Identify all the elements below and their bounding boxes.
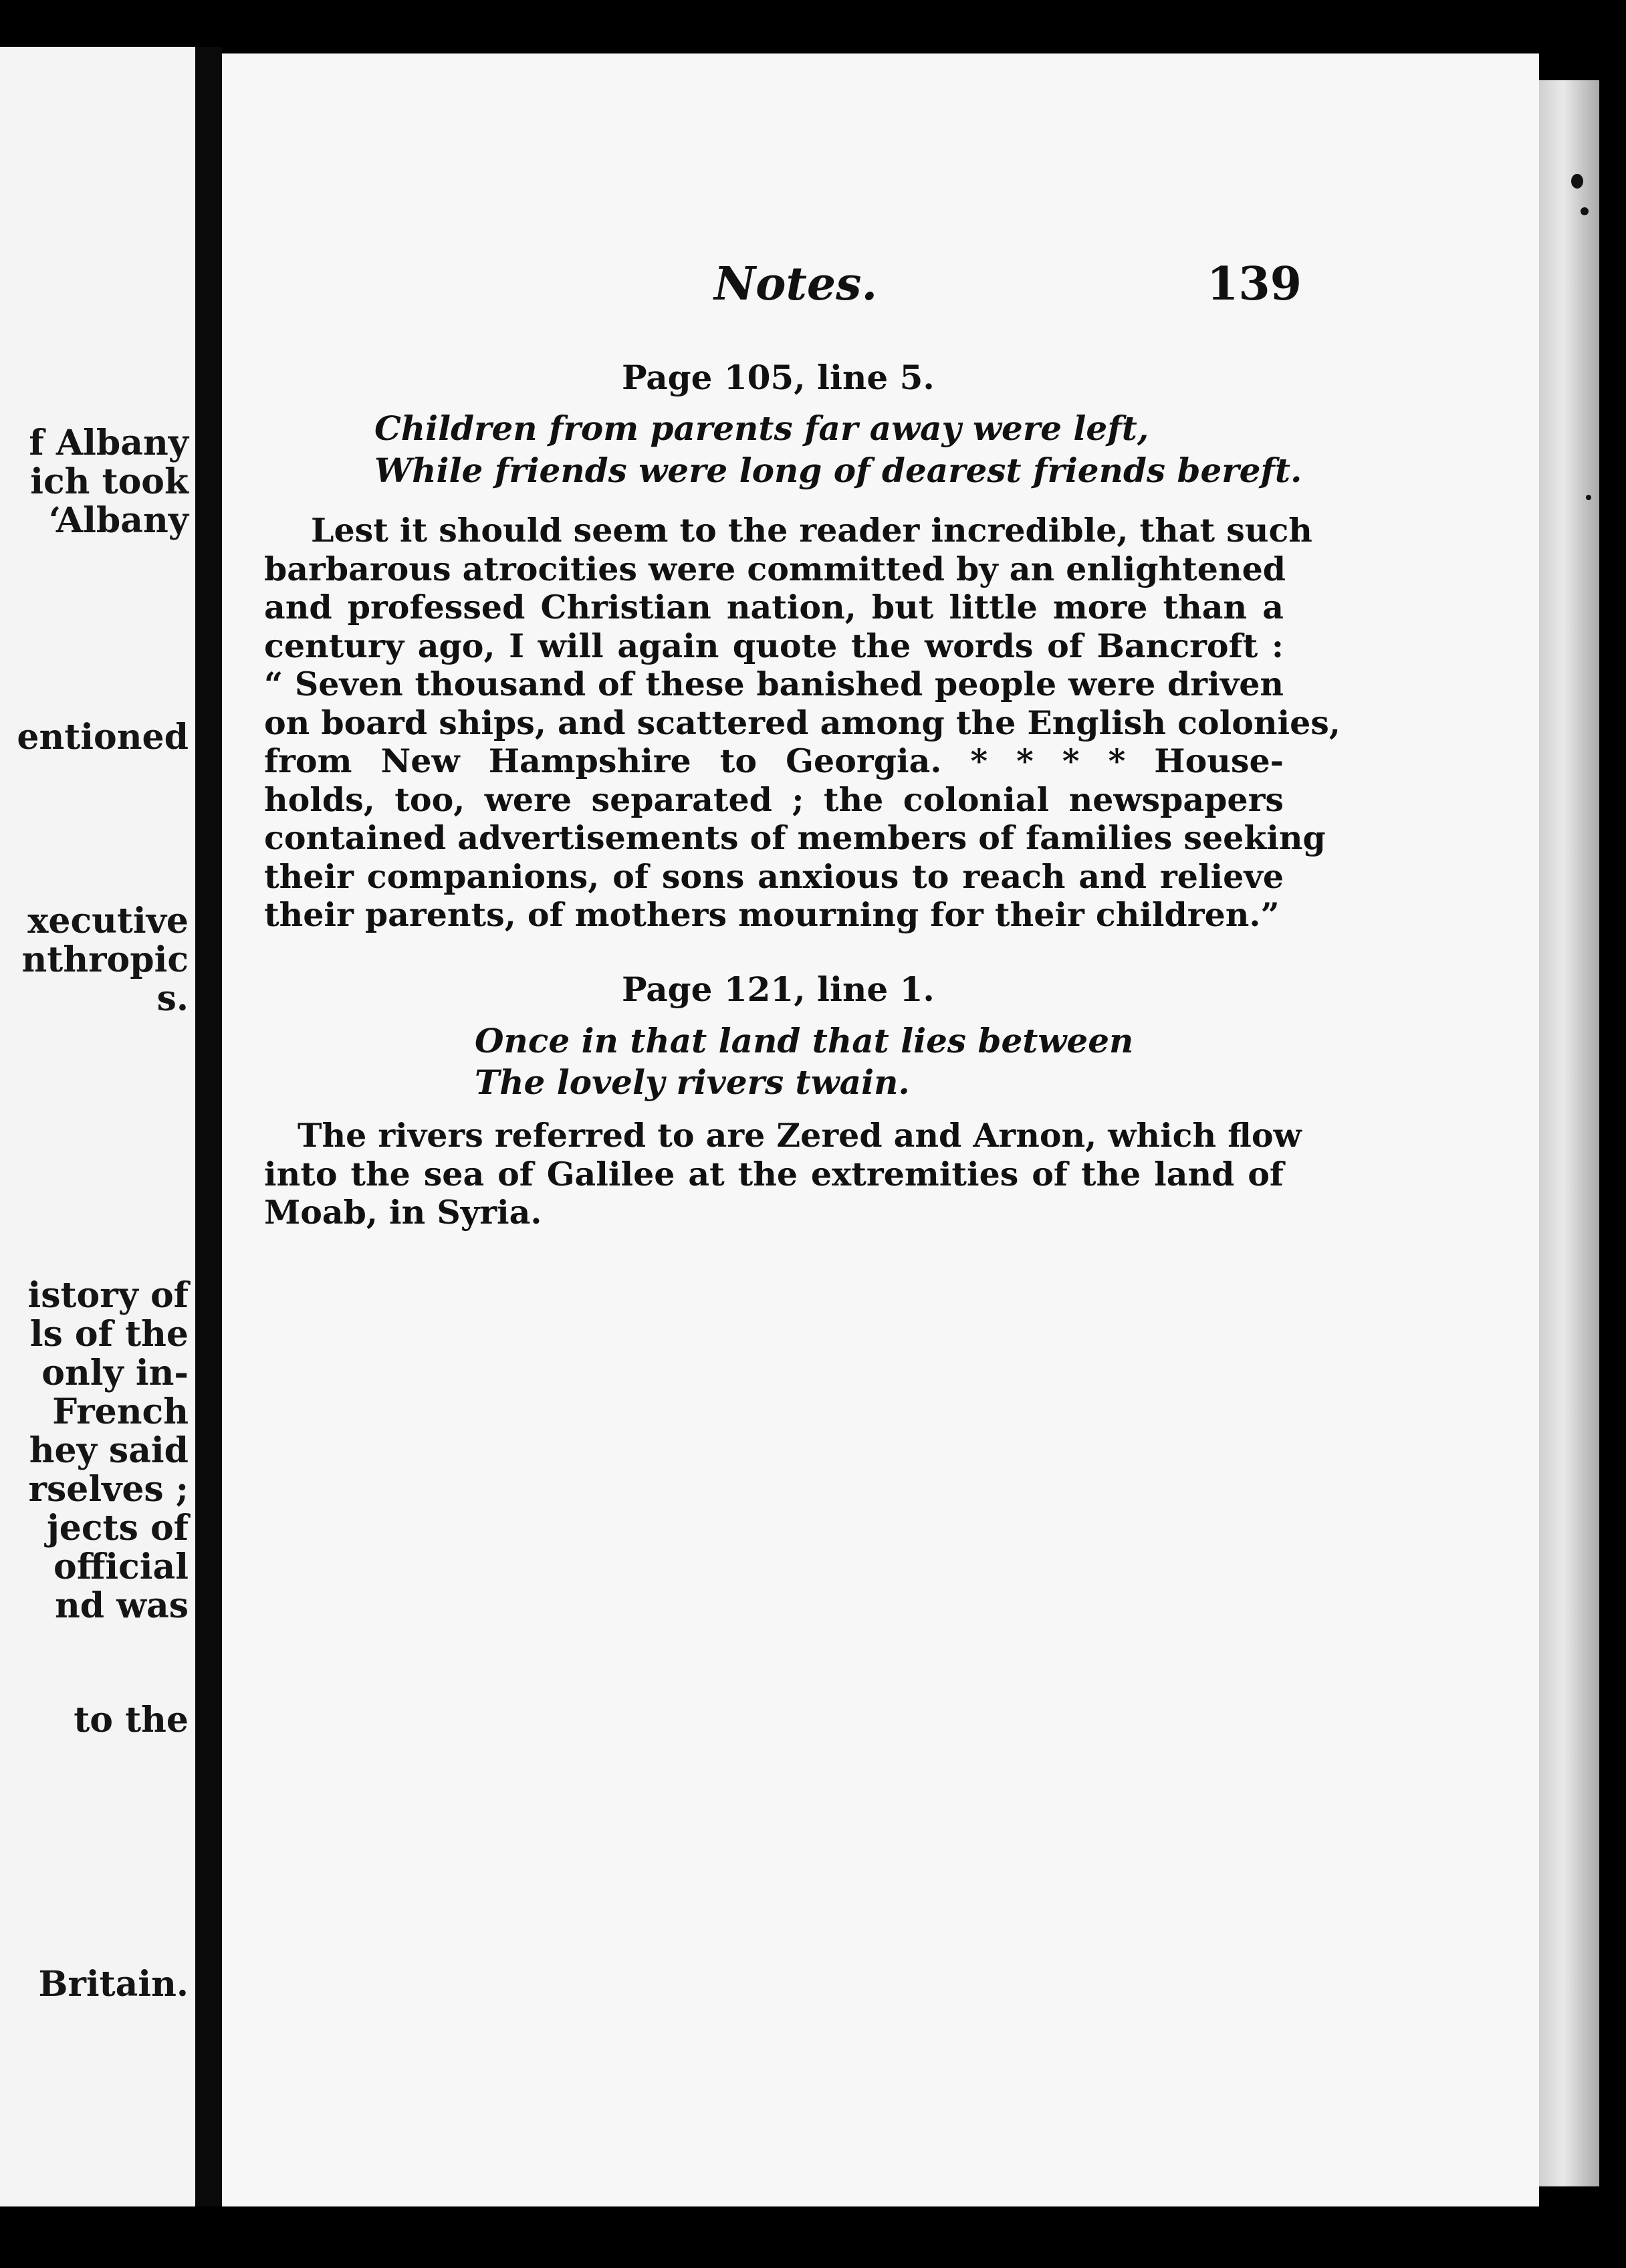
page-number: 139 — [1207, 257, 1302, 311]
facing-page-text: Britain. — [38, 1964, 189, 2005]
verse-line: Children from parents far away were left, — [374, 409, 1149, 448]
facing-page-text: French — [52, 1391, 189, 1432]
text-line: into the sea of Galilee at the extremities of the land of — [264, 1154, 1284, 1194]
verse-line: While friends were long of dearest friends bereft. — [374, 451, 1302, 490]
text-line: contained advertisements of members of families seeking — [264, 818, 1326, 857]
text-line: century ago, I will again quote the words of Bancroft : — [264, 626, 1284, 665]
text-line: The rivers referred to are Zered and Arnon, which flow — [298, 1116, 1302, 1155]
facing-page-text: entioned — [17, 717, 189, 758]
facing-page-text: xecutive — [27, 901, 189, 941]
verse-line: The lovely rivers twain. — [475, 1062, 910, 1102]
text-line: “ Seven thousand of these banished people were driven — [264, 665, 1284, 703]
facing-page-text: official — [53, 1547, 189, 1587]
page-edge — [1539, 80, 1599, 2186]
facing-page-text: istory of — [27, 1275, 189, 1316]
facing-page-text: ʻAlbany — [48, 500, 189, 541]
facing-page-text: nthropic — [21, 939, 189, 980]
note-paragraph — [264, 511, 1341, 935]
facing-page-text: ich took — [30, 461, 189, 502]
facing-page-text: rselves ; — [28, 1469, 189, 1510]
text-line: and professed Christian nation, but little more than a — [264, 588, 1284, 627]
facing-page-text: f Albany — [29, 423, 189, 463]
facing-page-text: ls of the — [29, 1314, 189, 1355]
text-line: from New Hampshire to Georgia. * * * * House- — [264, 742, 1284, 780]
facing-page-text: to the — [74, 1700, 189, 1740]
note-paragraph — [264, 1116, 1302, 1232]
text-line: their parents, of mothers mourning for their children.” — [264, 895, 1280, 934]
facing-page-text: s. — [156, 978, 189, 1019]
note-heading: Page 121, line 1. — [622, 970, 935, 1009]
facing-page-text: only in- — [41, 1353, 189, 1393]
text-line: barbarous atrocities were committed by an enlightened — [264, 549, 1286, 588]
facing-page-text: jects of — [46, 1508, 189, 1549]
running-title: Notes. — [714, 257, 878, 311]
text-line: their companions, of sons anxious to reach and relieve — [264, 857, 1284, 896]
facing-page-text: nd was — [54, 1585, 189, 1626]
verse-line: Once in that land that lies between — [475, 1021, 1134, 1060]
note-heading: Page 105, line 5. — [622, 358, 935, 397]
book-gutter — [195, 47, 222, 2206]
facing-page-text: hey said — [29, 1430, 189, 1471]
text-line: on board ships, and scattered among the English colonies, — [264, 703, 1341, 742]
facing-page — [0, 47, 195, 2206]
text-line: Lest it should seem to the reader incredible, that such — [311, 511, 1312, 550]
text-line: Moab, in Syria. — [264, 1193, 542, 1232]
text-line: holds, too, were separated ; the colonial newspapers — [264, 780, 1284, 819]
